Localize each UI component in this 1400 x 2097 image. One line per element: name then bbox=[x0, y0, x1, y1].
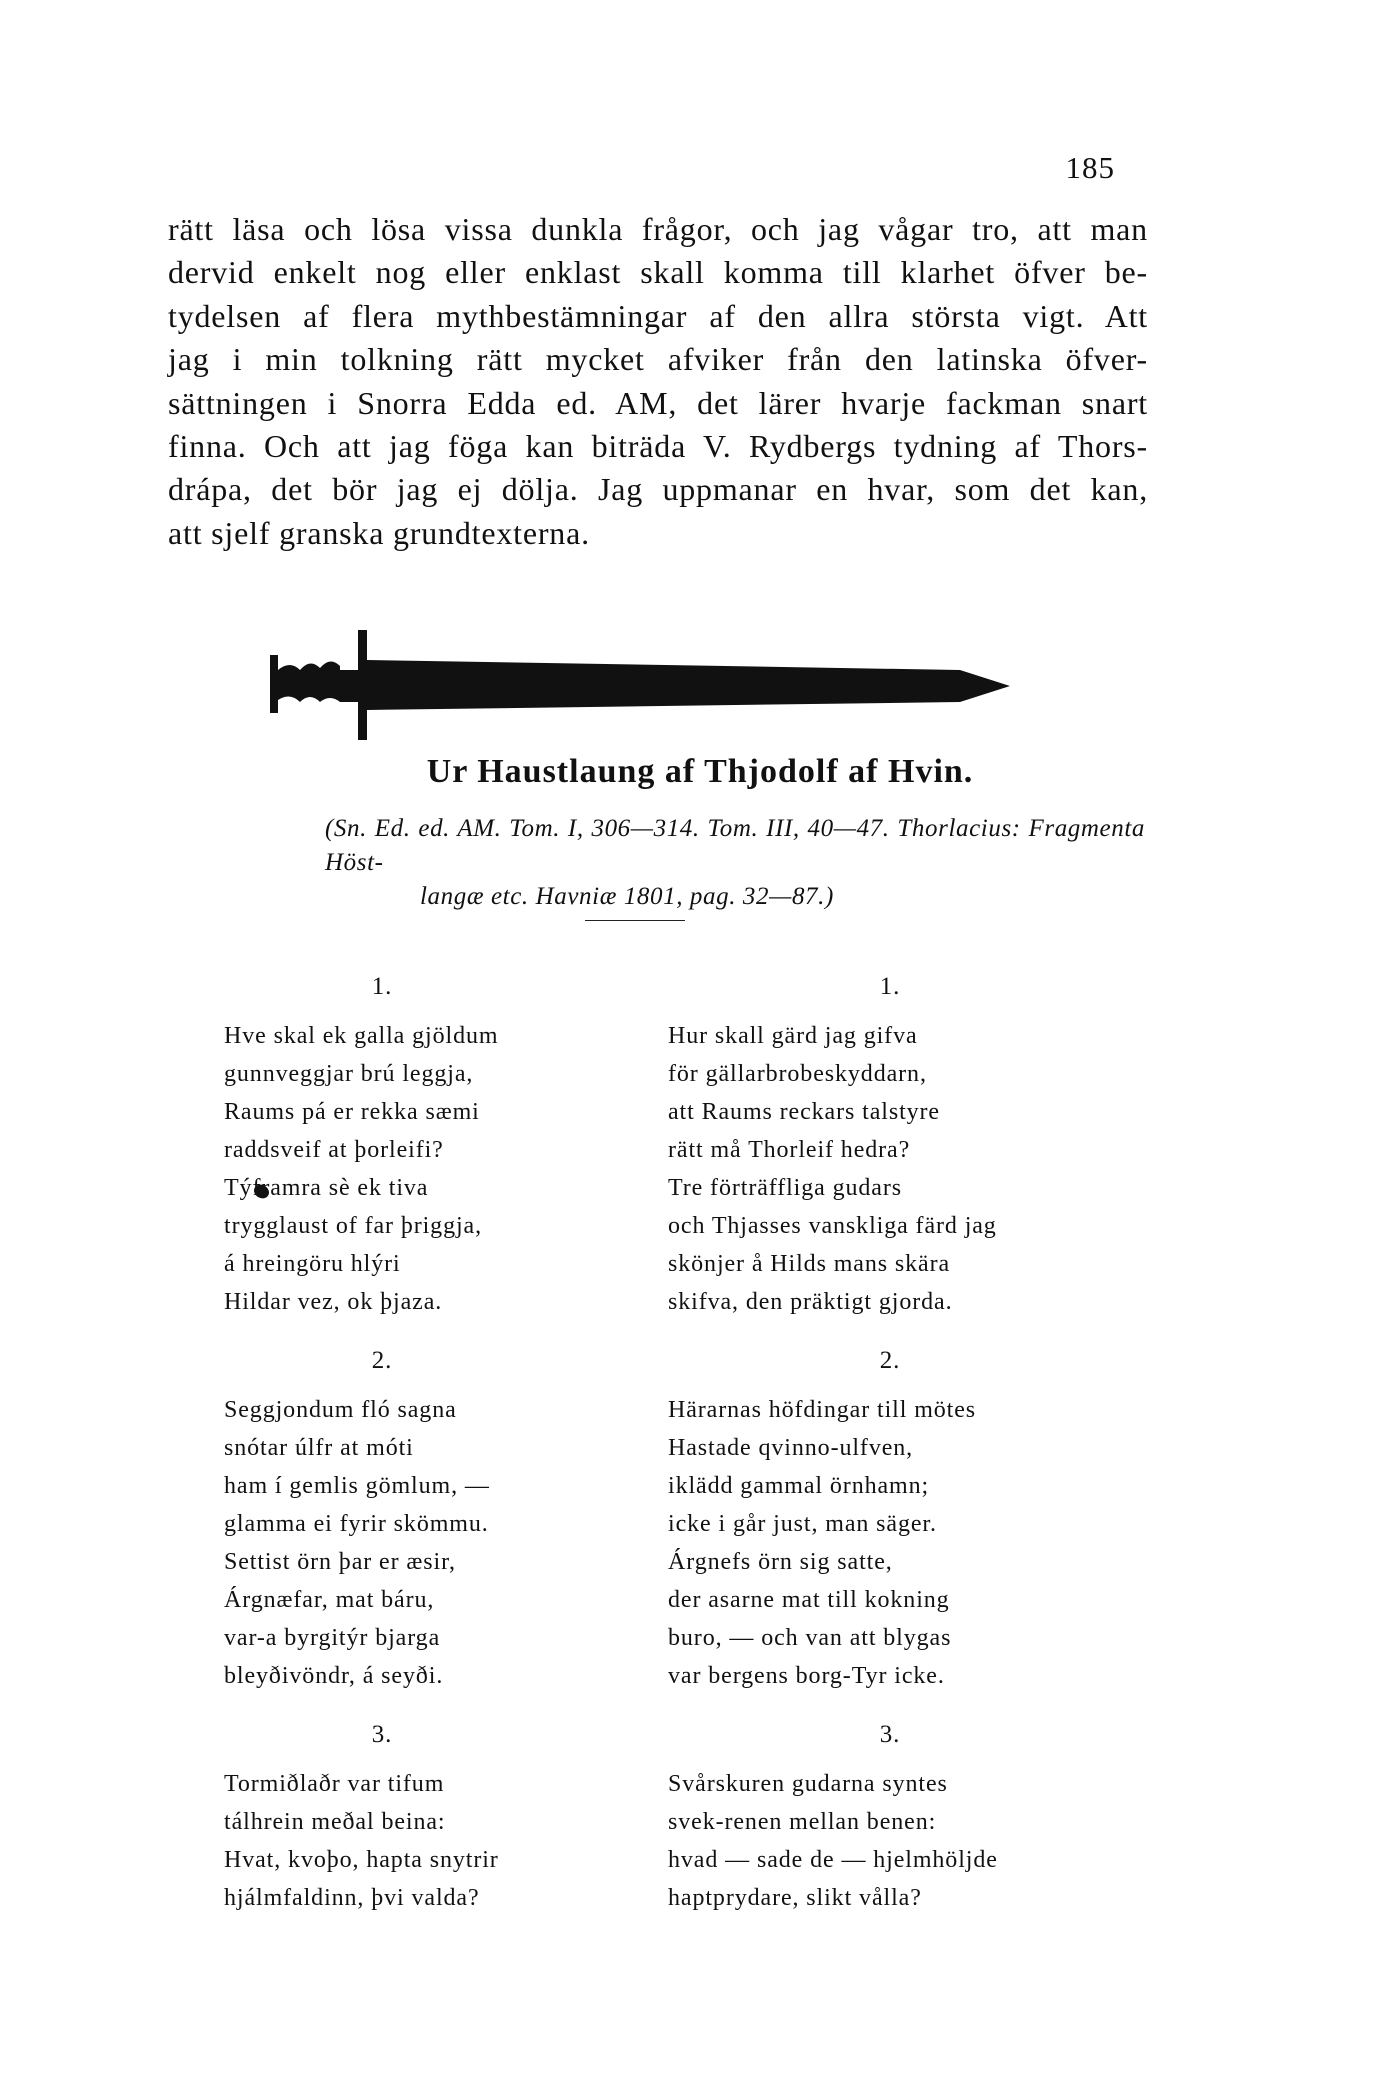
stanza-number: 3. bbox=[371, 1721, 393, 1748]
verse-line: Svårskuren gudarna syntes bbox=[668, 1771, 948, 1797]
verse-line: Hildar vez, ok þjaza. bbox=[224, 1289, 443, 1315]
stanza-number: 2. bbox=[371, 1347, 393, 1374]
verse-line: Tre förträffliga gudars bbox=[668, 1175, 902, 1201]
verse-line: Hvat, kvoþo, hapta snytrir bbox=[224, 1847, 499, 1873]
verse-line: för gällarbrobeskyddarn, bbox=[668, 1061, 927, 1087]
stanza-number: 2. bbox=[879, 1347, 901, 1374]
intro-line: finna. Och att jag föga kan biträda V. Rydbergs tydning af Thors- bbox=[168, 428, 1148, 465]
intro-line: sättningen i Snorra Edda ed. AM, det lärer hvarje fackman snart bbox=[168, 384, 1148, 421]
source-line: langæ etc. Havniæ 1801, pag. 32—87.) bbox=[420, 883, 834, 910]
verse-line: iklädd gammal örnhamn; bbox=[668, 1473, 930, 1499]
verse-line: Hur skall gärd jag gifva bbox=[668, 1023, 918, 1049]
verse-line: och Thjasses vanskliga färd jag bbox=[668, 1213, 997, 1239]
page-number: 185 bbox=[1065, 150, 1115, 185]
verse-line: bleyðivöndr, á seyði. bbox=[224, 1663, 444, 1689]
verse-line: Settist örn þar er æsir, bbox=[224, 1549, 456, 1575]
verse-line: glamma ei fyrir skömmu. bbox=[224, 1511, 489, 1537]
verse-line: der asarne mat till kokning bbox=[668, 1587, 950, 1613]
verse-line: Hastade qvinno-ulfven, bbox=[668, 1435, 914, 1461]
intro-line: att sjelf granska grundtexterna. bbox=[168, 514, 590, 551]
verse-line: Týframra sè ek tiva bbox=[224, 1175, 429, 1201]
verse-line: Árgnefs örn sig satte, bbox=[668, 1549, 893, 1575]
source-line: (Sn. Ed. ed. AM. Tom. I, 306—314. Tom. III, 40—47. Thorlacius: Fragmenta Höst- bbox=[325, 815, 1145, 876]
verse-line: Härarnas höfdingar till mötes bbox=[668, 1397, 977, 1423]
intro-line: dervid enkelt nog eller enklast skall komma till klarhet öfver be- bbox=[168, 254, 1148, 291]
verse-line: gunnveggjar brú leggja, bbox=[224, 1061, 474, 1087]
verse-line: tálhrein meðal beina: bbox=[224, 1809, 446, 1835]
stanza-number: 1. bbox=[879, 973, 901, 1000]
verse-line: Árgnæfar, mat báru, bbox=[224, 1587, 435, 1613]
verse-line: haptprydare, slikt vålla? bbox=[668, 1885, 922, 1911]
source-citation bbox=[325, 812, 1145, 914]
verse-line: Seggjondum fló sagna bbox=[224, 1397, 457, 1423]
verse-line: snótar úlfr at móti bbox=[224, 1435, 414, 1461]
verse-line: icke i går just, man säger. bbox=[668, 1511, 937, 1537]
stanza-number: 1. bbox=[371, 973, 393, 1000]
intro-paragraph bbox=[168, 208, 1148, 555]
verse-line: rätt må Thorleif hedra? bbox=[668, 1137, 911, 1163]
verse-line: var bergens borg-Tyr icke. bbox=[668, 1663, 945, 1689]
verse-line: hjálmfaldinn, þvi valda? bbox=[224, 1885, 480, 1911]
verse-line: á hreingöru hlýri bbox=[224, 1251, 401, 1277]
intro-line: drápa, det bör jag ej dölja. Jag uppmanar en hvar, som det kan, bbox=[168, 471, 1148, 508]
verse-line: Raums pá er rekka sæmi bbox=[224, 1099, 480, 1125]
sword-illustration bbox=[270, 630, 1010, 740]
verse-line: svek-renen mellan benen: bbox=[668, 1809, 937, 1835]
stanza-number: 3. bbox=[879, 1721, 901, 1748]
verse-line: att Raums reckars talstyre bbox=[668, 1099, 940, 1125]
intro-line: tydelsen af flera mythbestämningar af den allra största vigt. Att bbox=[168, 297, 1148, 334]
verse-line: var-a byrgitýr bjarga bbox=[224, 1625, 441, 1651]
verse-line: hvad — sade de — hjelmhöljde bbox=[668, 1847, 998, 1873]
verse-line: Tormiðlaðr var tifum bbox=[224, 1771, 445, 1797]
verse-line: skifva, den präktigt gjorda. bbox=[668, 1289, 953, 1315]
verse-line: ham í gemlis gömlum, — bbox=[224, 1473, 490, 1499]
section-title: Ur Haustlaung af Thjodolf af Hvin. bbox=[426, 753, 974, 790]
verse-line: raddsveif at þorleifi? bbox=[224, 1137, 444, 1163]
intro-line: rätt läsa och lösa vissa dunkla frågor, och jag vågar tro, att man bbox=[168, 211, 1148, 247]
verse-line: Hve skal ek galla gjöldum bbox=[224, 1023, 499, 1049]
verse-line: trygglaust of far þriggja, bbox=[224, 1213, 482, 1239]
verse-line: skönjer å Hilds mans skära bbox=[668, 1251, 951, 1277]
intro-line: jag i min tolkning rätt mycket afviker från den latinska öfver- bbox=[168, 341, 1148, 378]
divider bbox=[585, 920, 685, 921]
verse-line: buro, — och van att blygas bbox=[668, 1625, 952, 1651]
